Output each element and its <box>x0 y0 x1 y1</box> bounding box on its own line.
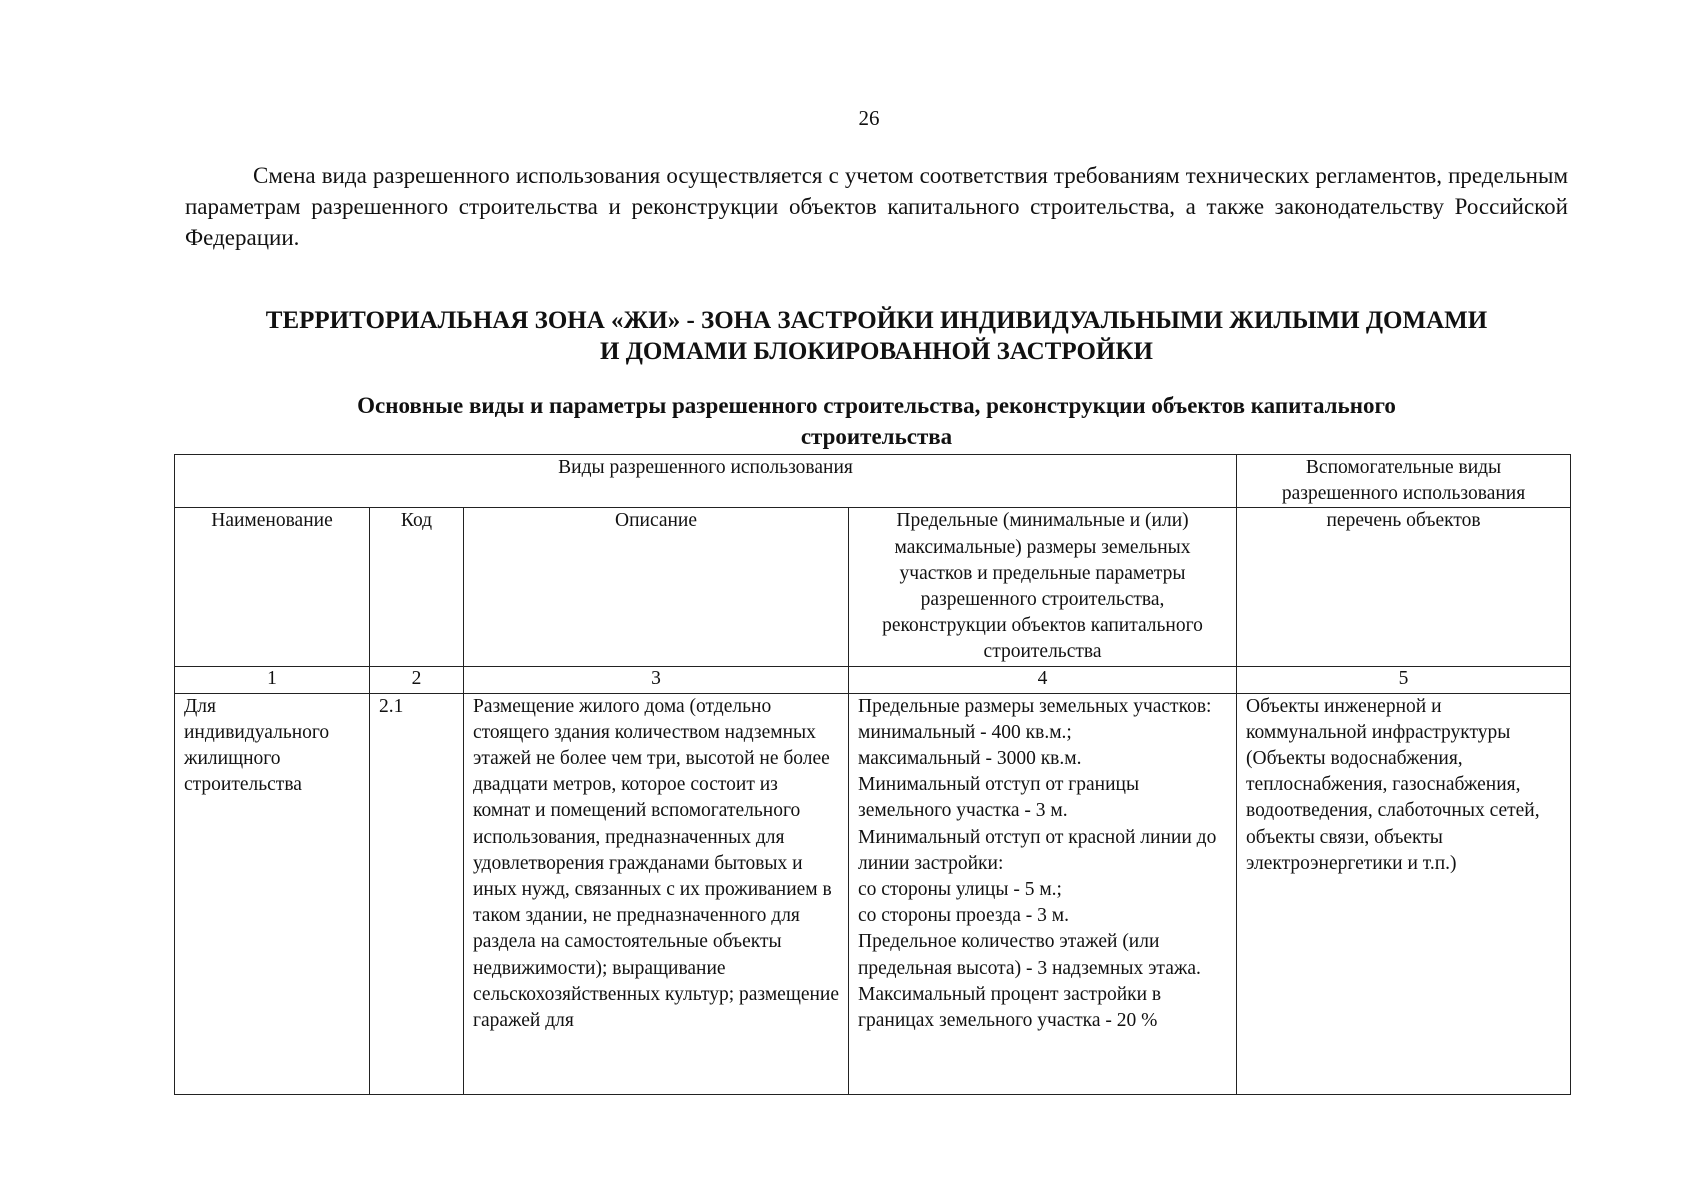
table-column-header-row <box>175 508 1571 666</box>
param-line: Максимальный процент застройки в границах земельного участка - 20 % <box>858 983 1162 1032</box>
row-aux-objects: Объекты инженерной и коммунальной инфраструктуры (Объекты водоснабжения, теплоснабжения, газоснабжения, водоотведения, слаботочных сетей, объекты связи, объекты электроэнергетики и т.п.) <box>1237 693 1571 1094</box>
row-params <box>849 693 1237 1094</box>
section-title-line-2: строительства <box>800 424 953 449</box>
permitted-use-table <box>174 454 1571 1095</box>
col-number: 5 <box>1237 666 1571 693</box>
section-title-line-1: Основные виды и параметры разрешенного строительства, реконструкции объектов капитального <box>357 393 1396 418</box>
col-number: 1 <box>175 666 370 693</box>
param-line: Предельное количество этажей (или предельная высота) - 3 надземных этажа. <box>858 931 1201 979</box>
table-column-number-row <box>175 666 1571 693</box>
group-header-main: Виды разрешенного использования <box>175 455 1237 508</box>
zone-title-line-2: И ДОМАМИ БЛОКИРОВАННОЙ ЗАСТРОЙКИ <box>600 338 1153 365</box>
param-line: минимальный - 400 кв.м.; <box>858 721 1072 743</box>
row-code: 2.1 <box>370 693 464 1094</box>
section-title <box>200 390 1553 452</box>
param-line: Минимальный отступ от красной линии до линии застройки: <box>858 826 1217 874</box>
table-group-header-row <box>175 455 1571 508</box>
param-line: Предельные размеры земельных участков: <box>858 695 1212 717</box>
group-header-aux: Вспомогательные виды разрешенного использования <box>1237 455 1571 508</box>
col-number: 3 <box>464 666 849 693</box>
col-header-name: Наименование <box>175 508 370 666</box>
param-line: максимальный - 3000 кв.м. <box>858 748 1082 770</box>
row-description: Размещение жилого дома (отдельно стоящего здания количеством надземных этажей не более чем три, высотой не более двадцати метров, которое состоит из комнат и помещений вспомогательного использования, предназначенных для удовлетворения гражданами бытовых и иных нужд, связанных с их проживанием в таком здании, не предназначенного для раздела на самостоятельные объекты недвижимости); выращивание сельскохозяйственных культур; размещение гаражей для <box>464 693 849 1094</box>
param-line: со стороны улицы - 5 м.; <box>858 879 1062 901</box>
param-line: Минимальный отступ от границы земельного участка - 3 м. <box>858 774 1140 822</box>
param-line: со стороны проезда - 3 м. <box>858 905 1069 927</box>
zone-title-line-1: ТЕРРИТОРИАЛЬНАЯ ЗОНА «ЖИ» - ЗОНА ЗАСТРОЙКИ ИНДИВИДУАЛЬНЫМИ ЖИЛЫМИ ДОМАМИ <box>265 307 1488 334</box>
col-header-code: Код <box>370 508 464 666</box>
col-header-params: Предельные (минимальные и (или) максимальные) размеры земельных участков и предельные параметры разрешенного строительства, реконструкции объектов капитального строительства <box>849 508 1237 666</box>
intro-paragraph: Смена вида разрешенного использования осуществляется с учетом соответствия требованиям технических регламентов, предельным параметрам разрешенного строительства и реконструкции объектов капитального строительства, а также законодательству Российской Федерации. <box>185 163 1568 250</box>
col-number: 2 <box>370 666 464 693</box>
row-name: Для индивидуального жилищного строительства <box>175 693 370 1094</box>
col-number: 4 <box>849 666 1237 693</box>
col-header-aux-list: перечень объектов <box>1237 508 1571 666</box>
zone-title <box>185 305 1568 367</box>
col-header-description: Описание <box>464 508 849 666</box>
table-row <box>175 693 1571 1094</box>
page-number: 26 <box>858 106 880 130</box>
